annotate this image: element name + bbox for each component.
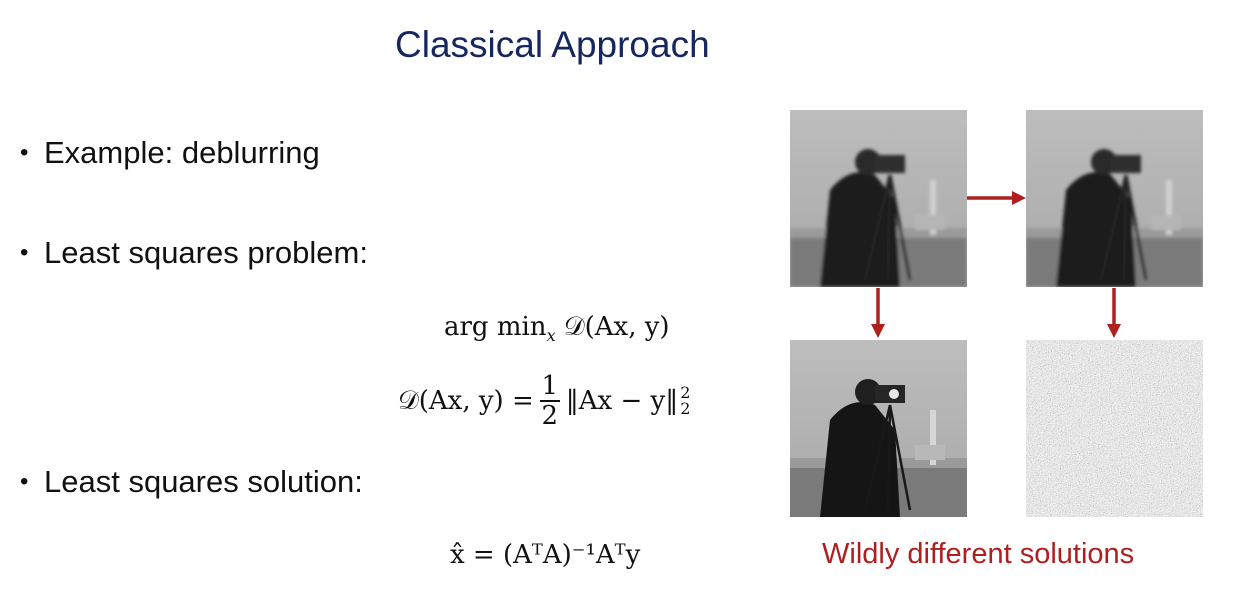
arrow-down-right <box>1107 288 1121 338</box>
norm-superscript: 2 <box>680 383 691 402</box>
blurred-image-graphic <box>790 110 967 287</box>
bullet-text: Least squares problem: <box>44 235 368 270</box>
deblurred-image-graphic <box>790 340 967 517</box>
blurred-image-perturbed <box>1026 110 1203 287</box>
data-term-lhs: 𝒟(Ax, y) = <box>398 385 534 416</box>
norm-exponents <box>680 385 690 417</box>
argmin-text: arg min <box>444 312 547 342</box>
bullet-dot: • <box>20 139 29 166</box>
arrow-down-left <box>871 288 885 338</box>
bullet-problem <box>20 235 368 271</box>
data-term-equation <box>398 372 690 430</box>
solution-equation: x̂ = (AᵀA)⁻¹Aᵀy <box>450 540 641 570</box>
blurred-image <box>790 110 967 287</box>
one-half-fraction <box>540 372 560 430</box>
bullet-dot: • <box>20 239 29 266</box>
blurred-image-perturbed-graphic <box>1026 110 1203 287</box>
noisy-solution-graphic <box>1026 340 1203 517</box>
fraction-numerator: 1 <box>541 371 559 401</box>
objective-rest: 𝒟(Ax, y) <box>563 312 670 342</box>
bullet-text: Example: deblurring <box>44 135 320 170</box>
fraction-denominator: 2 <box>541 401 559 431</box>
bullet-example <box>20 135 320 171</box>
argmin-subscript: x <box>546 326 556 346</box>
deblurred-image <box>790 340 967 517</box>
bullet-solution <box>20 464 363 500</box>
caption-text: Wildly different solutions <box>822 538 1135 570</box>
norm-subscript: 2 <box>680 399 691 418</box>
bullet-text: Least squares solution: <box>44 464 363 499</box>
objective-equation <box>444 312 670 345</box>
bullet-dot: • <box>20 468 29 495</box>
arrow-right <box>967 191 1026 205</box>
data-term-norm: ‖Ax − y‖ <box>565 386 679 416</box>
noisy-solution-image <box>1026 340 1203 517</box>
slide-title: Classical Approach <box>395 24 710 65</box>
